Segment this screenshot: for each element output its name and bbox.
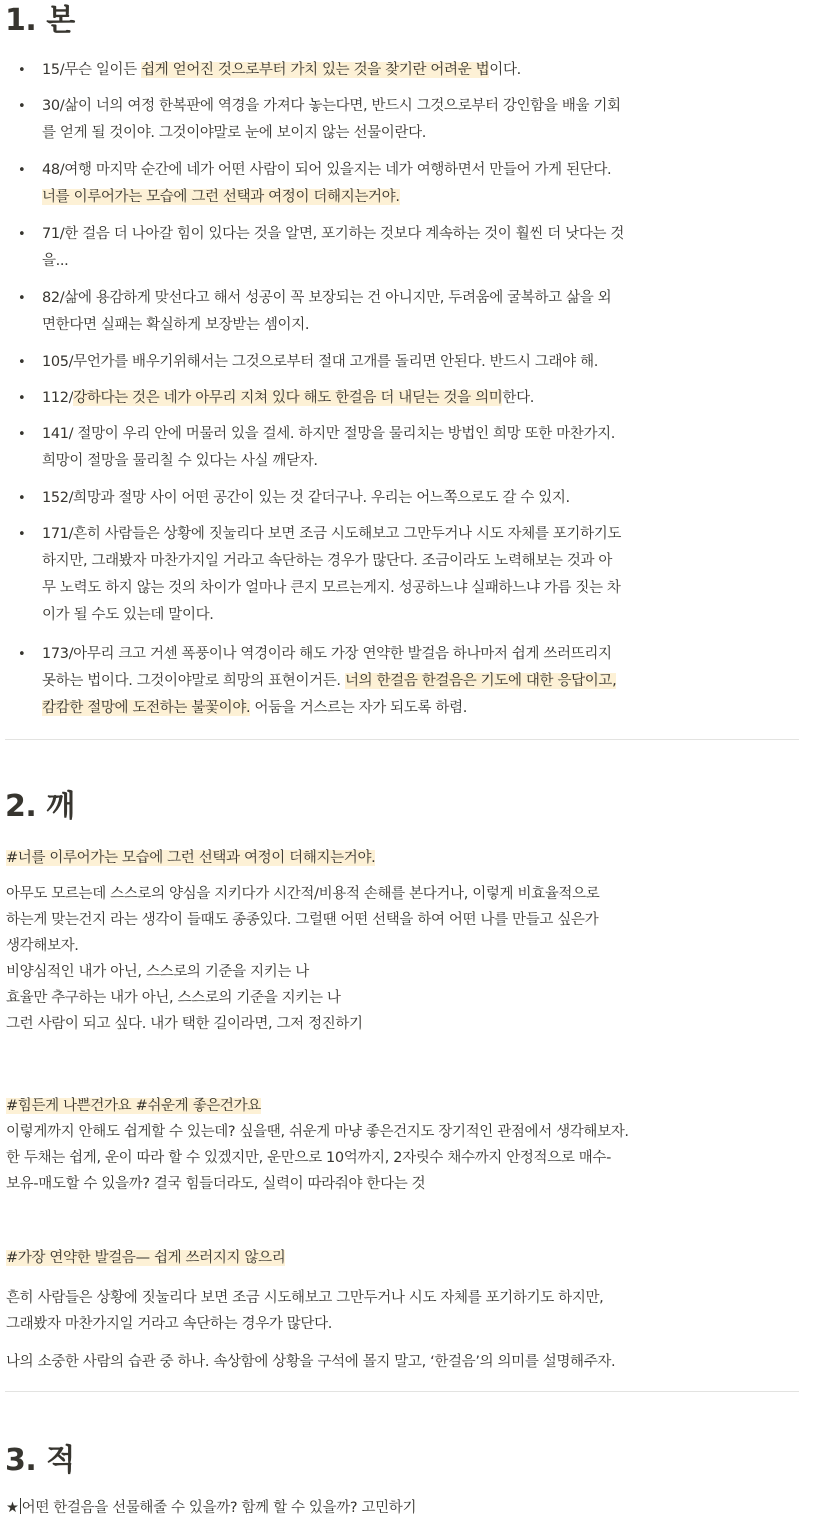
text-segment: 71/한 걸음 더 나아갈 힘이 있다는 것을 알면, 포기하는 것보다 계속하는 것이 훨씬 더 낫다는 것: [42, 226, 625, 242]
divider: [5, 739, 799, 740]
heading-bon: 1. 본: [5, 3, 75, 38]
bullet-icon: •: [18, 527, 26, 542]
paragraph[interactable]: [6, 1119, 806, 1197]
text-segment: 105/무언가를 배우기위해서는 그것으로부터 절대 고개를 돌리면 안된다. 반드시 그래야 해.: [42, 354, 599, 370]
list-item-text: [42, 385, 804, 412]
list-item-text: [42, 157, 804, 211]
highlighted-text: 너를 이루어가는 모습에 그런 선택과 여정이 더해지는거야.: [42, 189, 400, 205]
highlighted-text: 캄캄한 절망에 도전하는 불꽃이야.: [42, 700, 251, 716]
text-line: [42, 349, 804, 376]
text-line: [42, 312, 804, 339]
text-segment: 하지만, 그래봤자 마찬가지일 거라고 속단하는 경우가 많단다. 조금이라도 노력해보는 것과 아: [42, 553, 613, 569]
paragraph[interactable]: [6, 1285, 806, 1337]
text-line: [6, 1119, 806, 1145]
text-segment: 못하는 법이다. 그것이야말로 희망의 표현이거든.: [42, 673, 345, 689]
text-segment: 보유-매도할 수 있을까? 결국 힘들더라도, 실력이 따라줘야 한다는 것: [6, 1176, 426, 1192]
text-segment: 173/아무리 크고 거센 폭풍이나 역경이라 해도 가장 연약한 발걸음 하나마저 쉽게 쓰러뜨리지: [42, 646, 612, 662]
text-segment: 아무도 모르는데 스스로의 양심을 지키다가 시간적/비용적 손해를 본다거나, 이렇게 비효율적으로: [6, 886, 600, 902]
bullet-icon: •: [18, 491, 26, 506]
list-item-text: [42, 641, 804, 722]
text-segment: 무 노력도 하지 않는 것의 차이가 얼마나 큰지 모르는게지. 성공하느냐 실패하느냐 가름 짓는 차: [42, 580, 621, 596]
text-line: [6, 1171, 806, 1197]
hashtag-heading[interactable]: [6, 845, 806, 871]
text-line: [6, 985, 806, 1011]
text-segment: 면한다면 실패는 확실하게 보장받는 셈이지.: [42, 317, 310, 333]
text-segment: 어둠을 거스르는 자가 되도록 하렴.: [250, 700, 467, 716]
bullet-icon: •: [18, 427, 26, 442]
text-segment: 152/희망과 절망 사이 어떤 공간이 있는 것 같더구나. 우리는 어느쪽으로도 갈 수 있지.: [42, 490, 570, 506]
text-line: [42, 421, 804, 448]
text-line: [6, 1349, 806, 1375]
hashtag-heading[interactable]: [6, 1245, 806, 1271]
text-segment: 이다.: [489, 62, 521, 78]
text-segment: 30/삶이 너의 여정 한복판에 역경을 가져다 놓는다면, 반드시 그것으로부터 강인함을 배울 기회: [42, 98, 621, 114]
heading-kkae: 2. 깨: [5, 789, 75, 824]
list-item-text: [42, 57, 804, 84]
text-segment: 82/삶에 용감하게 맞선다고 해서 성공이 꼭 보장되는 건 아니지만, 두려움에 굴복하고 삶을 외: [42, 290, 612, 306]
text-line: [42, 93, 804, 120]
highlighted-text: #너를 이루어가는 모습에 그런 선택과 여정이 더해지는거야.: [6, 850, 376, 866]
text-line: [42, 548, 804, 575]
list-item-text: [42, 285, 804, 339]
text-segment: 이렇게까지 안해도 쉽게할 수 있는데? 싶을땐, 쉬운게 마냥 좋은건지도 장기적인 관점에서 생각해보자.: [6, 1124, 629, 1140]
text-line: [42, 157, 804, 184]
text-line: [6, 845, 806, 871]
list-item-text: [42, 485, 804, 512]
text-line: [6, 1285, 806, 1311]
text-segment: 하는게 맞는건지 라는 생각이 들때도 종종있다. 그럴땐 어떤 선택을 하여 어떤 나를 만들고 싶은가: [6, 912, 599, 928]
text-line: [42, 521, 804, 548]
text-segment: 한 두채는 쉽게, 운이 따라 할 수 있겠지만, 운만으로 10억까지, 2자릿수 채수까지 안정적으로 매수-: [6, 1150, 611, 1166]
paragraph[interactable]: [6, 881, 806, 1037]
text-line: [42, 668, 804, 695]
star-icon: ★: [6, 1500, 19, 1516]
text-line: [42, 221, 804, 248]
bullet-icon: •: [18, 391, 26, 406]
text-line: [6, 907, 806, 933]
text-line: [6, 1093, 806, 1119]
list-item-text: [42, 349, 804, 376]
text-line: [6, 881, 806, 907]
heading-jeok: 3. 적: [5, 1443, 75, 1478]
highlighted-text: 너의 한걸음 한걸음은 기도에 대한 응답이고,: [344, 673, 617, 689]
text-line: [42, 385, 804, 412]
text-line: [42, 184, 804, 211]
text-segment: 생각해보자.: [6, 938, 79, 954]
text-line: [42, 448, 804, 475]
highlighted-text: #가장 연약한 발걸음— 쉽게 쓰러지지 않으리: [6, 1250, 286, 1266]
text-line: [6, 1145, 806, 1171]
text-line: [6, 1311, 806, 1337]
text-segment: 한다.: [502, 390, 534, 406]
text-line: [6, 959, 806, 985]
text-line: [6, 1245, 806, 1271]
text-segment: 희망이 절망을 물리칠 수 있다는 사실 깨닫자.: [42, 453, 318, 469]
bullet-icon: •: [18, 163, 26, 178]
list-item-text: [42, 521, 804, 629]
text-segment: 을...: [42, 253, 69, 269]
text-segment: 흔히 사람들은 상황에 짓눌리다 보면 조금 시도해보고 그만두거나 시도 자체를 포기하기도 하지만,: [6, 1290, 604, 1306]
text-segment: 를 얻게 될 것이야. 그것이야말로 눈에 보이지 않는 선물이란다.: [42, 125, 427, 141]
text-line: [42, 602, 804, 629]
action-text: 어떤 한걸음을 선물해줄 수 있을까? 함께 할 수 있을까? 고민하기: [21, 1500, 417, 1516]
hashtag-heading[interactable]: [6, 1093, 806, 1119]
list-item-text: [42, 421, 804, 475]
bullet-icon: •: [18, 647, 26, 662]
text-line: [42, 57, 804, 84]
bullet-icon: •: [18, 63, 26, 78]
bullet-icon: •: [18, 227, 26, 242]
divider: [5, 1391, 799, 1392]
bullet-icon: •: [18, 355, 26, 370]
text-segment: 이가 될 수도 있는데 말이다.: [42, 607, 214, 623]
text-line: [6, 1011, 806, 1037]
text-segment: 그런 사람이 되고 싶다. 내가 택한 길이라면, 그저 정진하기: [6, 1016, 363, 1032]
highlighted-text: 강하다는 것은 네가 아무리 지쳐 있다 해도 한걸음 더 내딛는 것을 의미: [73, 390, 503, 406]
text-segment: 112/: [42, 390, 74, 406]
text-segment: 141/ 절망이 우리 안에 머물러 있을 걸세. 하지만 절망을 물리치는 방법인 희망 또한 마찬가지.: [42, 426, 616, 442]
paragraph[interactable]: [6, 1349, 806, 1375]
text-line: [42, 641, 804, 668]
text-segment: 비양심적인 내가 아닌, 스스로의 기준을 지키는 나: [6, 964, 309, 980]
text-segment: 171/흔히 사람들은 상황에 짓눌리다 보면 조금 시도해보고 그만두거나 시도 자체를 포기하기도: [42, 526, 622, 542]
text-segment: 효율만 추구하는 내가 아닌, 스스로의 기준을 지키는 나: [6, 990, 341, 1006]
text-cursor: [20, 1498, 21, 1514]
list-item-text: [42, 221, 804, 275]
text-line: [42, 285, 804, 312]
highlighted-text: 쉽게 얻어진 것으로부터 가치 있는 것을 찾기란 어려운 법: [141, 62, 490, 78]
action-item[interactable]: [6, 1495, 806, 1521]
text-segment: 나의 소중한 사람의 습관 중 하나. 속상함에 상황을 구석에 몰지 말고, ‘한걸음’의 의미를 설명해주자.: [6, 1354, 616, 1370]
text-line: [42, 248, 804, 275]
text-line: [42, 485, 804, 512]
bullet-icon: •: [18, 291, 26, 306]
text-segment: 48/여행 마지막 순간에 네가 어떤 사람이 되어 있을지는 네가 여행하면서 만들어 가게 된단다.: [42, 162, 612, 178]
text-line: [6, 933, 806, 959]
list-item-text: [42, 93, 804, 147]
text-line: [42, 695, 804, 722]
bullet-icon: •: [18, 99, 26, 114]
text-line: [42, 120, 804, 147]
text-segment: 그래봤자 마찬가지일 거라고 속단하는 경우가 많단다.: [6, 1316, 333, 1332]
text-line: [42, 575, 804, 602]
text-segment: 15/무슨 일이든: [42, 62, 142, 78]
highlighted-text: #힘든게 나쁜건가요 #쉬운게 좋은건가요: [6, 1098, 261, 1114]
